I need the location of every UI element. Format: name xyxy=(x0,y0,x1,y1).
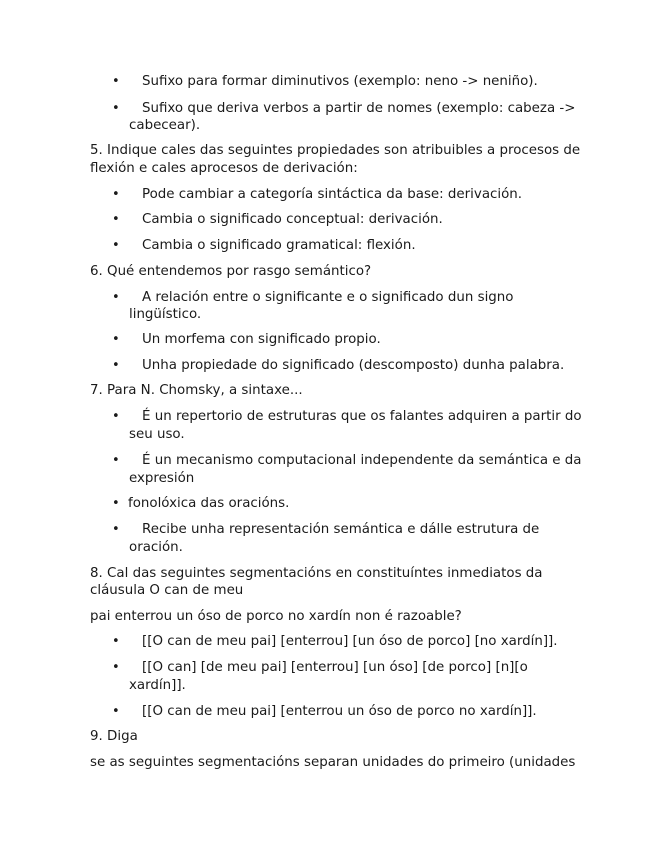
option-text-cont: xardín]]. xyxy=(129,678,186,693)
option-text: A relación entre o significante e o significado dun signo xyxy=(142,290,514,305)
bullet-icon: • xyxy=(112,238,120,253)
bullet-icon: • xyxy=(112,496,120,511)
option-text: [[O can] [de meu pai] [enterrou] [un óso] [de porco] [n][o xyxy=(142,660,528,675)
option-text: É un mecanismo computacional independente da semántica e da xyxy=(142,453,582,468)
bullet-icon: • xyxy=(112,522,120,537)
option-text: Sufixo para formar diminutivos (exemplo: neno -> neniño). xyxy=(142,74,538,89)
option-text: Cambia o significado gramatical: flexión. xyxy=(142,238,416,253)
bullet-icon: • xyxy=(112,187,120,202)
question-8-text: 8. Cal das seguintes segmentacións en constituíntes inmediatos da xyxy=(90,566,543,581)
option-text: Unha propiedade do significado (descomposto) dunha palabra. xyxy=(142,358,565,373)
question-8-text-cont: pai enterrou un óso de porco no xardín non é razoable? xyxy=(90,609,462,624)
bullet-icon: • xyxy=(112,634,120,649)
question-7-text: 7. Para N. Chomsky, a sintaxe... xyxy=(90,383,303,398)
question-9-text: 9. Diga xyxy=(90,729,138,744)
question-5-text: 5. Indique cales das seguintes propiedades son atribuibles a procesos de xyxy=(90,143,581,158)
option-text: fonolóxica das oracións. xyxy=(128,496,290,511)
bullet-icon: • xyxy=(112,290,120,305)
option-text-cont: lingüístico. xyxy=(129,307,202,322)
option-text: Recibe unha representación semántica e dálle estrutura de xyxy=(142,522,540,537)
question-5-text-cont: flexión e cales aprocesos de derivación: xyxy=(90,161,358,176)
bullet-icon: • xyxy=(112,332,120,347)
question-8-text-cont: cláusula O can de meu xyxy=(90,583,244,598)
bullet-icon: • xyxy=(112,74,120,89)
option-text-cont: oración. xyxy=(129,540,183,555)
bullet-icon: • xyxy=(112,453,120,468)
bullet-icon: • xyxy=(112,212,120,227)
option-text: [[O can de meu pai] [enterrou] [un óso de porco] [no xardín]]. xyxy=(142,634,558,649)
bullet-icon: • xyxy=(112,660,120,675)
question-9-text-cont: se as seguintes segmentacións separan unidades do primeiro (unidades xyxy=(90,755,576,770)
question-6-text: 6. Qué entendemos por rasgo semántico? xyxy=(90,264,372,279)
option-text: [[O can de meu pai] [enterrou un óso de porco no xardín]]. xyxy=(142,704,537,719)
bullet-icon: • xyxy=(112,704,120,719)
option-text: Cambia o significado conceptual: derivación. xyxy=(142,212,443,227)
option-text: É un repertorio de estruturas que os falantes adquiren a partir do xyxy=(142,409,582,424)
option-text-cont: expresión xyxy=(129,471,195,486)
option-text: Pode cambiar a categoría sintáctica da base: derivación. xyxy=(142,187,523,202)
option-text-cont: cabecear). xyxy=(129,118,201,133)
bullet-icon: • xyxy=(112,358,120,373)
bullet-icon: • xyxy=(112,101,120,116)
option-text: Sufixo que deriva verbos a partir de nomes (exemplo: cabeza -> xyxy=(142,101,576,116)
option-text: Un morfema con significado propio. xyxy=(142,332,381,347)
option-text-cont: seu uso. xyxy=(129,427,185,442)
bullet-icon: • xyxy=(112,409,120,424)
